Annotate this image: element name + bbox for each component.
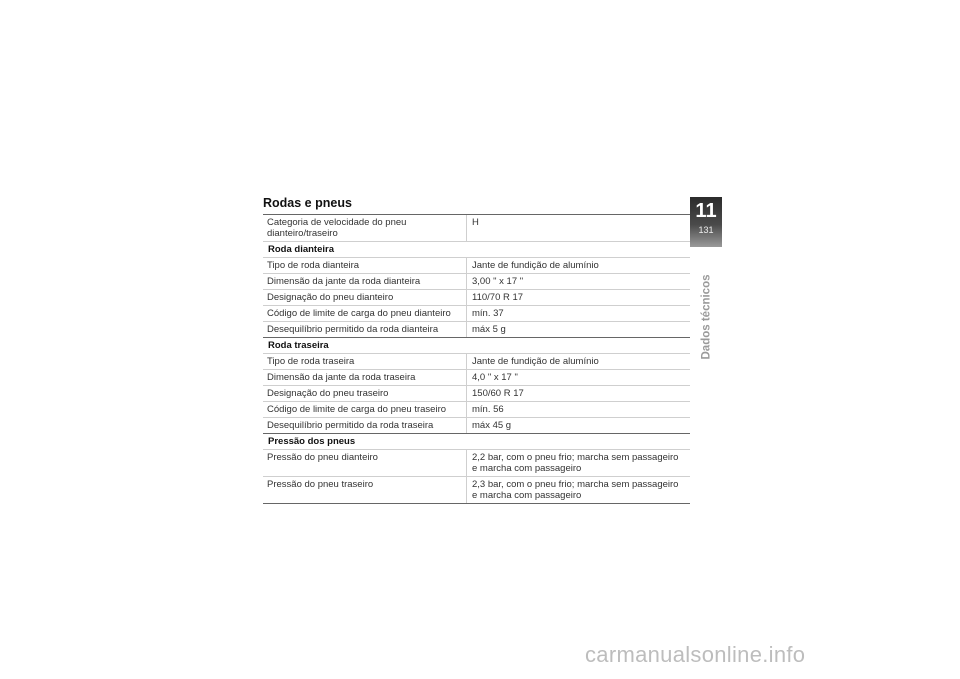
page-title: Rodas e pneus	[263, 196, 352, 210]
row-value: 2,2 bar, com o pneu frio; marcha sem passageiro e marcha com passageiro	[466, 450, 690, 476]
table-row	[263, 290, 690, 306]
section-heading-front: Roda dianteira	[263, 242, 690, 258]
row-label: Designação do pneu dianteiro	[267, 292, 394, 303]
table-row	[263, 322, 690, 338]
row-value: 150/60 R 17	[466, 386, 690, 401]
row-label: Desequilíbrio permitido da roda dianteira	[267, 324, 439, 335]
table-row	[263, 258, 690, 274]
row-label: Dimensão da jante da roda traseira	[267, 372, 416, 383]
row-value: Jante de fundição de alumínio	[466, 354, 690, 369]
chapter-side-label	[690, 262, 722, 372]
row-label: Dimensão da jante da roda dianteira	[267, 276, 421, 287]
row-value: 110/70 R 17	[466, 290, 690, 305]
chapter-tab	[690, 197, 722, 247]
table-row	[263, 274, 690, 290]
chapter-number: 11	[695, 200, 717, 222]
spec-table	[263, 214, 690, 504]
row-value: máx 5 g	[466, 322, 690, 337]
section-heading-rear: Roda traseira	[263, 338, 690, 354]
table-row	[263, 477, 690, 504]
table-row	[263, 215, 690, 242]
row-value: 2,3 bar, com o pneu frio; marcha sem passageiro e marcha com passageiro	[466, 477, 690, 503]
row-value: mín. 37	[466, 306, 690, 321]
table-row	[263, 386, 690, 402]
row-value: Jante de fundição de alumínio	[466, 258, 690, 273]
row-label: Código de limite de carga do pneu traseiro	[267, 404, 447, 415]
table-row	[263, 370, 690, 386]
row-label: Tipo de roda dianteira	[267, 260, 360, 271]
row-value: H	[466, 215, 690, 241]
row-label: Pressão do pneu traseiro	[267, 479, 374, 490]
row-value: mín. 56	[466, 402, 690, 417]
watermark: carmanualsonline.info	[585, 642, 806, 667]
table-row	[263, 402, 690, 418]
chapter-title: Dados técnicos	[700, 274, 712, 360]
page-number: 131	[698, 225, 714, 235]
row-label: Categoria de velocidade do pneu dianteiro/traseiro	[267, 217, 407, 239]
section-heading-pressure: Pressão dos pneus	[263, 434, 690, 450]
table-row	[263, 450, 690, 477]
row-value: máx 45 g	[466, 418, 690, 433]
table-row	[263, 306, 690, 322]
row-label: Pressão do pneu dianteiro	[267, 452, 378, 463]
table-row	[263, 418, 690, 434]
row-value: 3,00 " x 17 "	[466, 274, 690, 289]
row-label: Designação do pneu traseiro	[267, 388, 389, 399]
row-label: Tipo de roda traseira	[267, 356, 355, 367]
row-label: Código de limite de carga do pneu dianteiro	[267, 308, 451, 319]
table-row	[263, 354, 690, 370]
row-value: 4,0 " x 17 "	[466, 370, 690, 385]
row-label: Desequilíbrio permitido da roda traseira	[267, 420, 434, 431]
